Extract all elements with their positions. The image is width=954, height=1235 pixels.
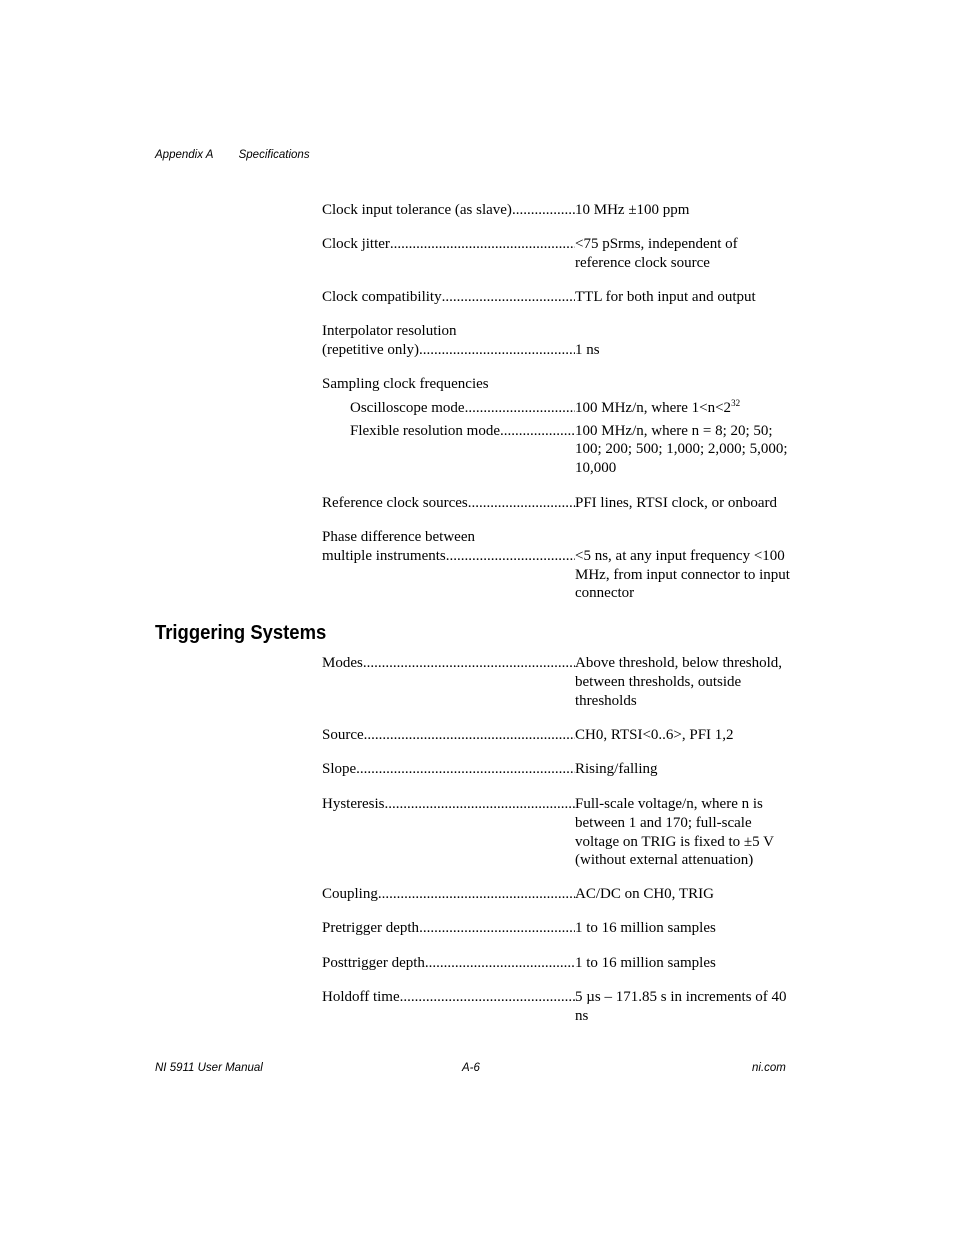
spec-value: 1 ns — [575, 341, 600, 358]
spec-label-line2: multiple instruments — [322, 547, 446, 564]
spec-posttrigger-depth — [322, 954, 792, 973]
spec-label: Clock input tolerance (as slave) — [322, 202, 512, 218]
spec-label: Clock compatibility — [322, 289, 442, 305]
spec-clock-input-tolerance — [322, 201, 792, 220]
spec-label: Pretrigger depth — [322, 920, 420, 936]
spec-value: <75 pSrms, independent of reference clock source — [575, 236, 738, 271]
spec-value: 5 µs – 171.85 s in increments of 40 ns — [575, 989, 787, 1024]
spec-value: 1 to 16 million samples — [575, 920, 716, 936]
spec-label-line2: (repetitive only) — [322, 341, 420, 358]
spec-label: Source — [322, 727, 364, 743]
spec-label: Posttrigger depth — [322, 955, 425, 971]
spec-interpolator-resolution — [322, 322, 792, 360]
spec-value: TTL for both input and output — [575, 289, 756, 305]
spec-sub-label: Oscilloscope mode — [350, 399, 465, 416]
page-header — [155, 149, 310, 161]
spec-hysteresis — [322, 795, 792, 870]
spec-sub-label: Flexible resolution mode — [350, 422, 500, 439]
spec-value: PFI lines, RTSI clock, or onboard — [575, 495, 777, 511]
footer-page-number: A-6 — [462, 1062, 480, 1074]
spec-value: AC/DC on CH0, TRIG — [575, 886, 714, 902]
spec-value: Full-scale voltage/n, where n is between 1 and 170; full-scale voltage on TRIG is fixed to ±5 V (without external attenuation) — [575, 796, 774, 869]
spec-label: Holdoff time — [322, 989, 400, 1005]
spec-modes — [322, 654, 792, 710]
header-title: Specifications — [238, 149, 310, 161]
spec-value: Rising/falling — [575, 761, 658, 777]
spec-value: 100 MHz/n, where n = 8; 20; 50; 100; 200; 500; 1,000; 2,000; 5,000; 10,000 — [575, 422, 788, 477]
section-heading: Triggering Systems — [155, 621, 327, 644]
spec-label: Sampling clock frequencies — [322, 376, 489, 392]
spec-label: Modes — [322, 655, 363, 671]
spec-coupling — [322, 885, 792, 904]
spec-label: Slope — [322, 761, 357, 777]
footer-site: ni.com — [752, 1062, 786, 1074]
spec-clock-jitter — [322, 235, 792, 273]
spec-pretrigger-depth — [322, 919, 792, 938]
spec-value: <5 ns, at any input frequency <100 MHz, from input connector to input connector — [575, 547, 790, 602]
spec-value: 1 to 16 million samples — [575, 955, 716, 971]
spec-value: 10 MHz ±100 ppm — [575, 202, 690, 218]
spec-value: 100 MHz/n, where $1<n<2^{32}$ — [575, 397, 741, 416]
footer-manual: NI 5911 User Manual — [155, 1062, 263, 1074]
header-section: Appendix A — [155, 149, 214, 161]
spec-clock-compatibility — [322, 288, 792, 307]
spec-value: CH0, RTSI<0..6>, PFI 1,2 — [575, 727, 734, 743]
spec-label: Clock jitter — [322, 236, 390, 252]
spec-label-line1: Phase difference between — [322, 529, 475, 545]
spec-label: Reference clock sources — [322, 495, 468, 511]
spec-value: Above threshold, below threshold, between thresholds, outside thresholds — [575, 655, 783, 709]
spec-phase-difference — [322, 528, 792, 603]
spec-sampling-clock — [322, 375, 792, 478]
spec-reference-clock-sources — [322, 494, 792, 513]
spec-label: Hysteresis — [322, 796, 385, 812]
spec-source — [322, 726, 792, 745]
spec-holdoff-time — [322, 988, 792, 1026]
spec-slope — [322, 760, 792, 779]
spec-label: Coupling — [322, 886, 378, 902]
spec-label-line1: Interpolator resolution — [322, 323, 457, 339]
